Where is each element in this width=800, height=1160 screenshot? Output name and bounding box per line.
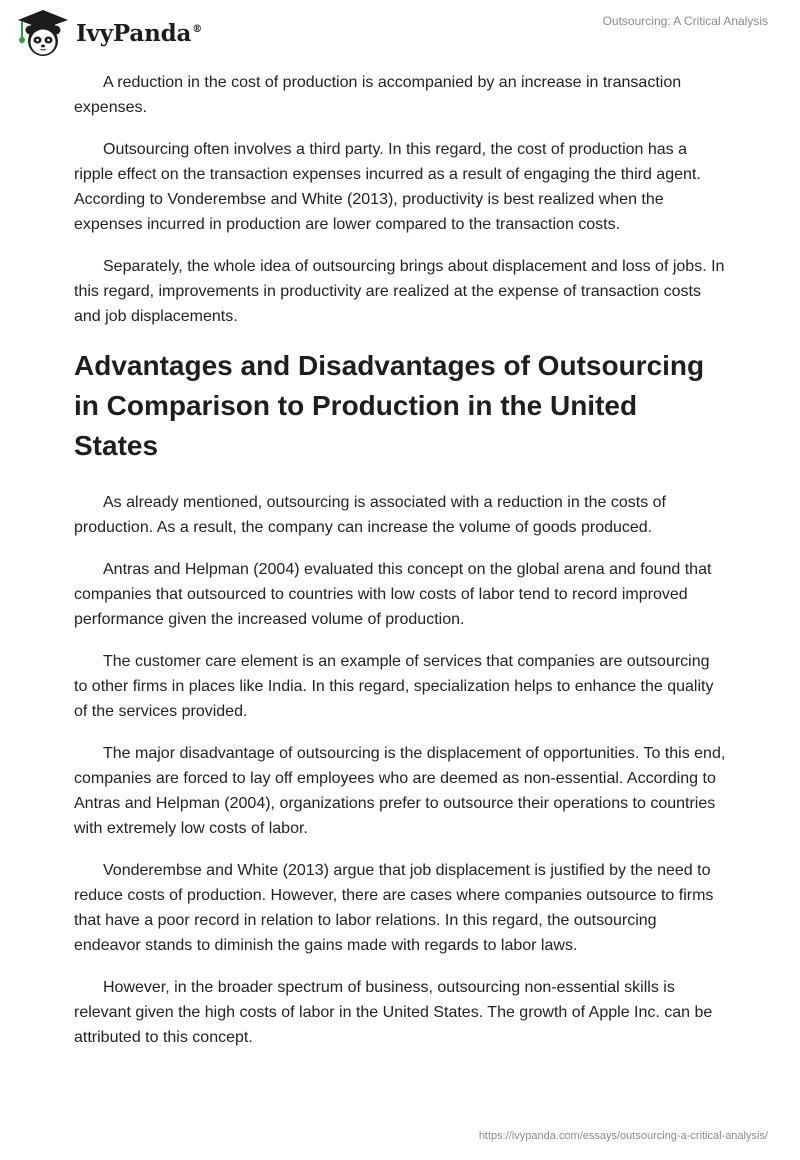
paragraph: Antras and Helpman (2004) evaluated this concept on the global arena and found that companies that outsourced to countries with low costs of labor tend to record improved performance given the increased volume of production. xyxy=(74,561,712,628)
paragraph: The customer care element is an example of services that companies are outsourcing to other firms in places like India. In this regard, specialization helps to enhance the quality of the services provided. xyxy=(74,653,714,720)
paragraph: A reduction in the cost of production is accompanied by an increase in transaction expenses. xyxy=(74,74,682,116)
paragraph: Outsourcing often involves a third party. In this regard, the cost of production has a ripple effect on the transaction expenses incurred as a result of engaging the third agent. According to Vonderembse and White (2013), productivity is best realized when the expenses incurred in production are lower compared to the transaction costs. xyxy=(74,141,701,233)
paragraph: Separately, the whole idea of outsourcing brings about displacement and loss of jobs. In this regard, improvements in productivity are realized at the expense of transaction costs and job displacements. xyxy=(74,258,725,325)
panda-graduate-icon xyxy=(14,8,72,58)
registered-mark: ® xyxy=(192,23,202,35)
essay-content xyxy=(74,70,726,1067)
section-heading: Advantages and Disadvantages of Outsourcing in Comparison to Production in the United States xyxy=(74,350,705,461)
paragraph: Vonderembse and White (2013) argue that job displacement is justified by the need to reduce costs of production. However, there are cases where companies outsource to firms that have a poor record in relation to labor relations. In this regard, the outsourcing endeavor stands to diminish the gains made with regards to labor laws. xyxy=(74,862,714,954)
paragraph: However, in the broader spectrum of business, outsourcing non-essential skills is relevant given the high costs of labor in the United States. The growth of Apple Inc. can be attributed to this concept. xyxy=(74,979,713,1046)
page-header xyxy=(0,0,800,64)
document-title: Outsourcing: A Critical Analysis xyxy=(602,14,768,28)
paragraph: The major disadvantage of outsourcing is the displacement of opportunities. To this end, companies are forced to lay off employees who are deemed as non-essential. According to Antras and Helpman (2004), organizations prefer to outsource their operations to countries with extremely low costs of labor. xyxy=(74,745,726,837)
paragraph: As already mentioned, outsourcing is associated with a reduction in the costs of production. As a result, the company can increase the volume of goods produced. xyxy=(74,494,666,536)
source-url[interactable]: https://ivypanda.com/essays/outsourcing-a-critical-analysis/ xyxy=(478,1130,768,1142)
brand-name: IvyPanda® xyxy=(76,19,202,47)
brand-logo[interactable] xyxy=(14,8,202,58)
